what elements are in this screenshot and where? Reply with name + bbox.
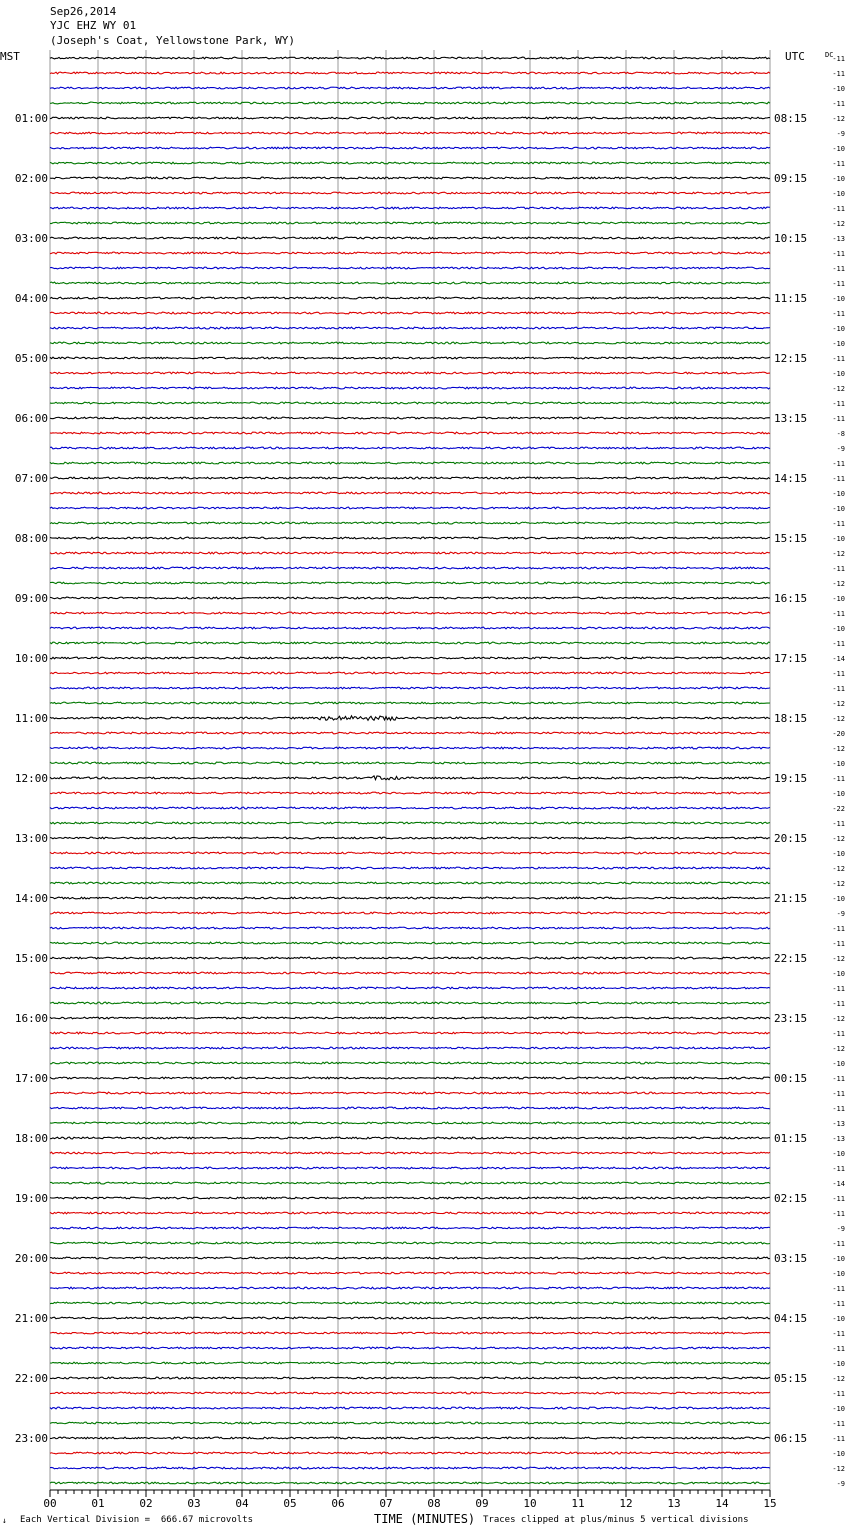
trace-74 (50, 1167, 770, 1169)
trace-68 (50, 1077, 770, 1079)
clip-note: Traces clipped at plus/minus 5 vertical divisions (483, 1515, 749, 1525)
trace-34 (50, 567, 770, 569)
dc-offset-label: -11 (832, 55, 845, 63)
trace-81 (50, 1272, 770, 1274)
trace-14 (50, 267, 770, 269)
trace-13 (50, 252, 770, 254)
trace-95 (50, 1482, 770, 1484)
dc-offset-label: -12 (832, 115, 845, 123)
dc-offset-label: -10 (832, 505, 845, 513)
trace-24 (50, 417, 770, 419)
scale-marker-icon: ↓ (2, 1516, 7, 1525)
header-date: Sep26,2014 (50, 5, 117, 18)
dc-offset-label: -10 (832, 1450, 845, 1458)
dc-offset-label: -10 (832, 595, 845, 603)
mst-hour-label: 20:00 (14, 1252, 48, 1265)
utc-hour-label: 22:15 (774, 952, 808, 965)
dc-offset-label: -11 (832, 100, 845, 108)
minute-gridlines (50, 50, 770, 1490)
dc-offset-label: -11 (832, 280, 845, 288)
dc-offset-label: -10 (832, 325, 845, 333)
trace-17 (50, 312, 770, 314)
dc-offset-label: -8 (836, 430, 845, 438)
utc-hour-label: 13:15 (774, 412, 808, 425)
utc-hour-label: 09:15 (774, 172, 808, 185)
trace-64 (50, 1017, 770, 1019)
dc-offset-label: -11 (832, 1300, 845, 1308)
dc-offset-label: -11 (832, 925, 845, 933)
trace-63 (50, 1002, 770, 1004)
dc-offset-label: -10 (832, 625, 845, 633)
trace-90 (50, 1407, 770, 1409)
mst-hour-label: 05:00 (14, 352, 48, 365)
mst-hour-label: 17:00 (14, 1072, 48, 1085)
dc-offset-label: -11 (832, 1105, 845, 1113)
dc-offset-label: -10 (832, 340, 845, 348)
trace-2 (50, 87, 770, 89)
trace-88 (50, 1377, 770, 1379)
trace-44 (50, 716, 770, 721)
trace-49 (50, 792, 770, 794)
utc-hour-label: 11:15 (774, 292, 808, 305)
utc-hour-label: 04:15 (774, 1312, 808, 1325)
trace-67 (50, 1062, 770, 1064)
trace-89 (50, 1392, 770, 1394)
trace-71 (50, 1122, 770, 1124)
utc-hour-label: 06:15 (774, 1432, 808, 1445)
dc-offset-label: -10 (832, 145, 845, 153)
dc-offset-label: -11 (832, 1330, 845, 1338)
trace-65 (50, 1032, 770, 1034)
trace-85 (50, 1332, 770, 1334)
trace-41 (50, 672, 770, 674)
dc-offset-label: -10 (832, 895, 845, 903)
utc-hour-label: 21:15 (774, 892, 808, 905)
trace-21 (50, 372, 770, 374)
mst-hour-label: 09:00 (14, 592, 48, 605)
dc-offset-label: -11 (832, 1435, 845, 1443)
dc-offset-label: -11 (832, 1240, 845, 1248)
trace-93 (50, 1452, 770, 1454)
vertical-division-note: Each Vertical Division = 666.67 microvolts (20, 1515, 253, 1525)
dc-offset-label: -9 (836, 130, 845, 138)
dc-offset-label: -14 (832, 1180, 845, 1188)
x-tick-label: 03 (187, 1497, 201, 1510)
mst-hour-label: 06:00 (14, 412, 48, 425)
dc-offset-label: -10 (832, 1255, 845, 1263)
trace-83 (50, 1302, 770, 1304)
trace-27 (50, 462, 770, 464)
dc-offset-label: -12 (832, 880, 845, 888)
dc-offset-label: -11 (832, 565, 845, 573)
trace-52 (50, 837, 770, 839)
dc-offset-label: -11 (832, 205, 845, 213)
trace-35 (50, 582, 770, 584)
dc-offset-label: -22 (832, 805, 845, 813)
trace-84 (50, 1317, 770, 1319)
dc-offset-label: -10 (832, 1360, 845, 1368)
trace-72 (50, 1137, 770, 1139)
utc-hour-label: 05:15 (774, 1372, 808, 1385)
trace-8 (50, 177, 770, 179)
x-tick-label: 10 (523, 1497, 537, 1510)
dc-offset-label: -11 (832, 640, 845, 648)
dc-offset-label: -12 (832, 835, 845, 843)
dc-offset-label: -11 (832, 250, 845, 258)
utc-hour-label: 01:15 (774, 1132, 808, 1145)
dc-offset-label: -12 (832, 1015, 845, 1023)
utc-hour-label: 17:15 (774, 652, 808, 665)
trace-56 (50, 897, 770, 899)
x-tick-label: 09 (475, 1497, 489, 1510)
mst-hour-label: 13:00 (14, 832, 48, 845)
dc-offset-label: -11 (832, 1030, 845, 1038)
trace-25 (50, 432, 770, 434)
trace-26 (50, 447, 770, 449)
trace-51 (50, 822, 770, 824)
trace-55 (50, 882, 770, 884)
trace-18 (50, 327, 770, 329)
x-tick-label: 01 (91, 1497, 105, 1510)
trace-20 (50, 357, 770, 359)
trace-75 (50, 1182, 770, 1184)
dc-offset-label: -10 (832, 370, 845, 378)
trace-77 (50, 1212, 770, 1214)
trace-94 (50, 1467, 770, 1469)
dc-offset-label: -11 (832, 460, 845, 468)
mst-hour-label: 22:00 (14, 1372, 48, 1385)
dc-offset-label: -9 (836, 445, 845, 453)
dc-offset-label: -11 (832, 520, 845, 528)
x-tick-label: 04 (235, 1497, 249, 1510)
dc-offset-label: -13 (832, 235, 845, 243)
mst-hour-label: 08:00 (14, 532, 48, 545)
trace-58 (50, 927, 770, 929)
dc-offset-label: -12 (832, 385, 845, 393)
trace-86 (50, 1347, 770, 1349)
utc-hour-label: 15:15 (774, 532, 808, 545)
utc-hour-label: 20:15 (774, 832, 808, 845)
trace-80 (50, 1257, 770, 1259)
trace-43 (50, 702, 770, 704)
mst-hour-label: 21:00 (14, 1312, 48, 1325)
dc-offset-label: -10 (832, 970, 845, 978)
trace-23 (50, 402, 770, 404)
trace-31 (50, 522, 770, 524)
dc-offset-label: -10 (832, 1315, 845, 1323)
x-tick-label: 02 (139, 1497, 153, 1510)
dc-offset-label: -11 (832, 1000, 845, 1008)
dc-offset-label: -10 (832, 190, 845, 198)
left-timezone-label: MST (0, 50, 20, 63)
dc-offset-label: -11 (832, 355, 845, 363)
utc-hour-label: 03:15 (774, 1252, 808, 1265)
trace-78 (50, 1227, 770, 1229)
dc-offset-label: -10 (832, 760, 845, 768)
trace-73 (50, 1152, 770, 1154)
trace-60 (50, 957, 770, 959)
trace-92 (50, 1437, 770, 1439)
dc-offset-label: -14 (832, 655, 845, 663)
dc-offset-label: -11 (832, 475, 845, 483)
dc-offset-label: -11 (832, 1390, 845, 1398)
mst-hour-label: 18:00 (14, 1132, 48, 1145)
mst-hour-label: 04:00 (14, 292, 48, 305)
dc-offset-label: -10 (832, 295, 845, 303)
dc-offset-label: -11 (832, 685, 845, 693)
dc-offset-label: -9 (836, 1225, 845, 1233)
trace-57 (50, 912, 770, 914)
mst-hour-label: 12:00 (14, 772, 48, 785)
dc-offset-label: -11 (832, 70, 845, 78)
mst-hour-label: 14:00 (14, 892, 48, 905)
trace-59 (50, 942, 770, 944)
trace-45 (50, 732, 770, 734)
dc-offset-label: -12 (832, 1045, 845, 1053)
x-tick-label: 08 (427, 1497, 441, 1510)
x-tick-label: 00 (43, 1497, 57, 1510)
trace-12 (50, 237, 770, 239)
utc-hour-label: 18:15 (774, 712, 808, 725)
trace-39 (50, 642, 770, 644)
x-tick-label: 05 (283, 1497, 297, 1510)
trace-53 (50, 852, 770, 854)
dc-offset-label: -12 (832, 220, 845, 228)
dc-offset-label: -11 (832, 940, 845, 948)
trace-47 (50, 762, 770, 764)
dc-offset-label: -11 (832, 1165, 845, 1173)
dc-offset-label: -12 (832, 955, 845, 963)
mst-hour-label: 19:00 (14, 1192, 48, 1205)
trace-5 (50, 132, 770, 134)
trace-38 (50, 627, 770, 629)
dc-offset-label: -12 (832, 550, 845, 558)
trace-19 (50, 342, 770, 344)
dc-offset-label: -10 (832, 1060, 845, 1068)
trace-69 (50, 1092, 770, 1094)
trace-1 (50, 72, 770, 74)
trace-42 (50, 687, 770, 689)
dc-offset-label: -11 (832, 400, 845, 408)
dc-offset-label: -10 (832, 490, 845, 498)
x-tick-label: 13 (667, 1497, 681, 1510)
trace-70 (50, 1107, 770, 1109)
utc-hour-label: 02:15 (774, 1192, 808, 1205)
trace-22 (50, 387, 770, 389)
mst-hour-label: 15:00 (14, 952, 48, 965)
right-timezone-label: UTC (785, 50, 805, 63)
trace-32 (50, 537, 770, 539)
dc-offset-label: -11 (832, 1075, 845, 1083)
dc-offset-label: -12 (832, 715, 845, 723)
dc-offset-label: -13 (832, 1120, 845, 1128)
trace-61 (50, 972, 770, 974)
utc-hour-label: 00:15 (774, 1072, 808, 1085)
trace-3 (50, 102, 770, 104)
trace-28 (50, 477, 770, 479)
x-tick-label: 07 (379, 1497, 393, 1510)
dc-offset-label: -10 (832, 850, 845, 858)
dc-offset-label: -9 (836, 910, 845, 918)
dc-offset-label: -11 (832, 1210, 845, 1218)
trace-9 (50, 192, 770, 194)
dc-offset-label: -10 (832, 175, 845, 183)
utc-hour-label: 08:15 (774, 112, 808, 125)
dc-offset-label: -10 (832, 790, 845, 798)
trace-37 (50, 612, 770, 614)
mst-hour-label: 16:00 (14, 1012, 48, 1025)
trace-4 (50, 117, 770, 119)
dc-offset-label: -11 (832, 1345, 845, 1353)
mst-hour-label: 01:00 (14, 112, 48, 125)
dc-offset-label: -20 (832, 730, 845, 738)
mst-hour-label: 07:00 (14, 472, 48, 485)
dc-offset-label: -11 (832, 1285, 845, 1293)
trace-33 (50, 552, 770, 554)
utc-hour-label: 19:15 (774, 772, 808, 785)
dc-offset-label: -11 (832, 820, 845, 828)
trace-15 (50, 282, 770, 284)
dc-offset-label: -9 (836, 1480, 845, 1488)
dc-offset-label: -11 (832, 610, 845, 618)
trace-7 (50, 162, 770, 164)
dc-offset-label: -11 (832, 310, 845, 318)
trace-30 (50, 507, 770, 509)
trace-36 (50, 597, 770, 599)
trace-87 (50, 1362, 770, 1364)
header-location: (Joseph's Coat, Yellowstone Park, WY) (50, 34, 296, 47)
trace-10 (50, 207, 770, 209)
trace-46 (50, 747, 770, 749)
mst-hour-label: 11:00 (14, 712, 48, 725)
trace-group (50, 57, 770, 1484)
dc-offset-label: -12 (832, 745, 845, 753)
mst-hour-label: 23:00 (14, 1432, 48, 1445)
dc-offset-label: -12 (832, 1375, 845, 1383)
trace-11 (50, 222, 770, 224)
dc-offset-label: -11 (832, 415, 845, 423)
x-tick-label: 11 (571, 1497, 585, 1510)
dc-offset-label: -11 (832, 670, 845, 678)
mst-hour-label: 03:00 (14, 232, 48, 245)
dc-offset-label: -10 (832, 85, 845, 93)
mst-hour-label: 02:00 (14, 172, 48, 185)
dc-offset-label: -10 (832, 1270, 845, 1278)
dc-offset-label: -10 (832, 1150, 845, 1158)
trace-16 (50, 297, 770, 299)
header-station: YJC EHZ WY 01 (50, 19, 137, 32)
utc-hour-label: 12:15 (774, 352, 808, 365)
dc-offset-label: -11 (832, 775, 845, 783)
mst-hour-label: 10:00 (14, 652, 48, 665)
dc-offset-label: -13 (832, 1135, 845, 1143)
dc-offset-label: -11 (832, 1195, 845, 1203)
utc-hour-label: 23:15 (774, 1012, 808, 1025)
x-tick-label: 12 (619, 1497, 633, 1510)
trace-29 (50, 492, 770, 494)
dc-offset-label: -11 (832, 1420, 845, 1428)
x-tick-label: 06 (331, 1497, 345, 1510)
dc-offset-label: -10 (832, 1405, 845, 1413)
x-tick-label: 15 (763, 1497, 777, 1510)
trace-66 (50, 1047, 770, 1049)
utc-hour-label: 16:15 (774, 592, 808, 605)
dc-offset-label: -12 (832, 1465, 845, 1473)
dc-offset-label: -10 (832, 535, 845, 543)
trace-0 (50, 57, 770, 59)
trace-91 (50, 1422, 770, 1424)
trace-48 (50, 776, 770, 780)
dc-label: DC (825, 51, 834, 59)
dc-offset-label: -11 (832, 985, 845, 993)
utc-hour-label: 10:15 (774, 232, 808, 245)
dc-offset-label: -12 (832, 865, 845, 873)
dc-offset-label: -11 (832, 160, 845, 168)
utc-hour-label: 14:15 (774, 472, 808, 485)
trace-40 (50, 657, 770, 659)
dc-offset-label: -12 (832, 700, 845, 708)
trace-62 (50, 987, 770, 989)
dc-offset-label: -12 (832, 580, 845, 588)
dc-offset-label: -11 (832, 265, 845, 273)
trace-50 (50, 807, 770, 809)
trace-79 (50, 1242, 770, 1244)
x-axis-label: TIME (MINUTES) (374, 1512, 476, 1526)
trace-82 (50, 1287, 770, 1289)
x-tick-label: 14 (715, 1497, 729, 1510)
trace-6 (50, 147, 770, 149)
x-axis (43, 1490, 776, 1510)
trace-54 (50, 867, 770, 869)
dc-offset-label: -11 (832, 1090, 845, 1098)
trace-76 (50, 1197, 770, 1199)
